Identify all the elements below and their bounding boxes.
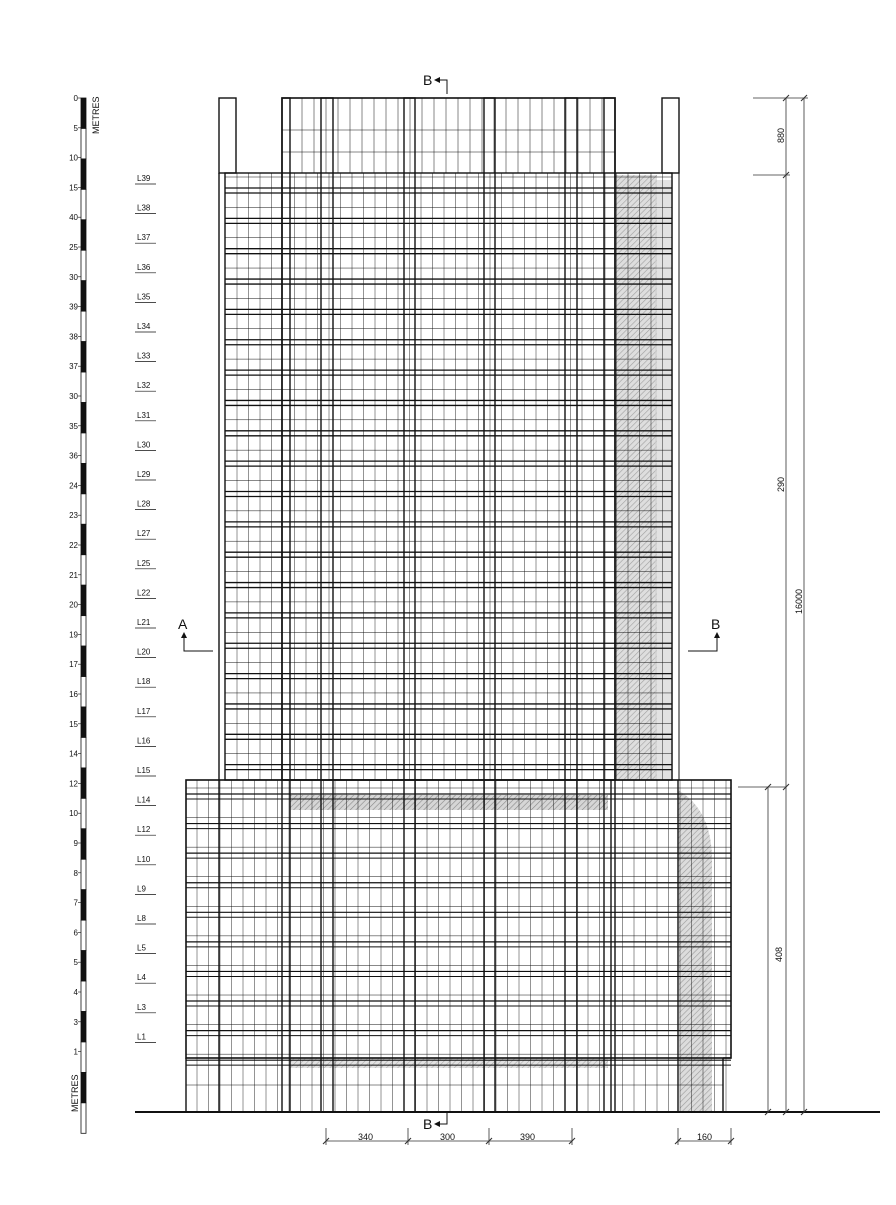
dim-crown-height: 880 <box>776 127 786 143</box>
level-label: L34 <box>137 322 151 331</box>
scale-tick-label: 12 <box>69 779 78 789</box>
level-label: L35 <box>137 292 151 302</box>
level-label: L30 <box>137 440 151 450</box>
scale-tick-label: 4 <box>73 988 78 997</box>
level-label: L31 <box>137 410 151 420</box>
level-label: L38 <box>137 203 151 213</box>
scale-tick-label: 5 <box>73 958 78 968</box>
level-label: L25 <box>137 558 151 568</box>
level-label: L21 <box>137 618 151 627</box>
level-label: L39 <box>137 174 151 183</box>
level-label: L14 <box>137 795 151 805</box>
scale-tick-label: 37 <box>69 362 78 372</box>
scale-segment <box>81 128 86 158</box>
scale-segment <box>81 829 86 859</box>
scale-tick-label: 10 <box>69 809 78 819</box>
scale-segment <box>81 372 86 402</box>
scale-segment <box>81 220 86 250</box>
scale-segment <box>81 1012 86 1042</box>
hatched-podium-corner <box>678 790 712 1112</box>
pilaster <box>484 98 495 1112</box>
scale-segment <box>81 250 86 280</box>
scale-tick-label: 15 <box>69 719 78 729</box>
scale-segment <box>81 1072 86 1102</box>
scale-segment <box>81 798 86 828</box>
scale-tick-label: 8 <box>73 868 78 878</box>
scale-tick-label: 35 <box>69 421 78 431</box>
scale-tick-label: 25 <box>69 243 78 252</box>
scale-tick-label: 23 <box>69 511 78 521</box>
scale-tick-label: 21 <box>69 570 78 580</box>
scale-tick-label: 15 <box>69 183 78 193</box>
scale-segment <box>81 677 86 707</box>
hatched-band-l14 <box>290 795 608 810</box>
hatched-ground-canopy <box>290 1058 608 1068</box>
dim-bay-3: 390 <box>520 1132 536 1142</box>
level-label: L16 <box>137 736 151 746</box>
level-label: L20 <box>137 647 151 657</box>
scale-segment <box>81 737 86 767</box>
level-labels <box>135 174 156 1042</box>
scale-tick-label: 7 <box>73 898 78 908</box>
scale-tick-label: 40 <box>69 213 78 223</box>
level-label: L18 <box>137 677 151 687</box>
scale-tick-label: 0 <box>73 94 78 103</box>
scale-tick-label: 19 <box>69 630 78 640</box>
scale-segment <box>81 494 86 524</box>
scale-tick-label: 14 <box>69 749 78 759</box>
arrow-left-icon <box>434 1121 440 1127</box>
dim-podium-height: 408 <box>774 946 784 962</box>
pilaster <box>321 98 333 1112</box>
scale-unit-label-top: METRES <box>91 96 101 134</box>
level-label: L22 <box>137 588 151 598</box>
scale-segment <box>81 1103 86 1133</box>
scale-segment <box>81 920 86 950</box>
arrow-left-icon <box>434 77 440 83</box>
scale-tick-label: 6 <box>73 928 78 938</box>
scale-tick-label: 16 <box>69 690 78 699</box>
level-label: L4 <box>137 973 146 983</box>
scale-tick-label: 5 <box>73 123 78 133</box>
scale-segment <box>81 189 86 219</box>
level-label: L3 <box>137 1002 146 1012</box>
scale-tick-label: 3 <box>73 1017 78 1027</box>
scale-tick-label: 20 <box>69 600 78 610</box>
scale-segment <box>81 646 86 676</box>
shadow-side-wing <box>655 180 673 780</box>
roof-fin-left <box>219 98 236 173</box>
scale-segment <box>81 1042 86 1072</box>
level-label: L27 <box>137 529 151 539</box>
pilaster <box>565 98 577 1112</box>
level-label: L1 <box>137 1032 146 1042</box>
scale-segment <box>81 585 86 615</box>
scale-segment <box>81 555 86 585</box>
scale-segment <box>81 524 86 554</box>
scale-tick-label: 24 <box>69 481 78 491</box>
scale-segment <box>81 890 86 920</box>
scale-segment <box>81 342 86 372</box>
section-line-right <box>688 637 717 651</box>
scale-segment <box>81 311 86 341</box>
scale-tick-label: 22 <box>69 541 78 550</box>
level-label: L29 <box>137 470 151 479</box>
level-label: L15 <box>137 766 151 775</box>
level-label: L17 <box>137 706 151 716</box>
section-marker-bottom-label: B <box>423 1116 433 1132</box>
arrow-up-icon <box>714 632 720 638</box>
dim-bay-4: 160 <box>697 1132 713 1142</box>
dim-overall-height: 16000 <box>794 588 804 614</box>
podium-body <box>186 780 731 1058</box>
level-label: L12 <box>137 825 151 835</box>
level-label: L8 <box>137 914 146 923</box>
level-label: L28 <box>137 499 151 509</box>
section-marker-right-label: B <box>711 616 721 632</box>
level-label: L10 <box>137 854 151 864</box>
roof-fin-right <box>662 98 679 173</box>
section-line-left <box>184 637 213 651</box>
section-marker-top-label: B <box>423 72 433 88</box>
level-label: L32 <box>137 381 151 391</box>
pilaster <box>604 98 615 1112</box>
scale-tick-label: 39 <box>69 302 78 312</box>
level-label: L5 <box>137 943 146 953</box>
scale-segment <box>81 433 86 463</box>
hatched-side-wing <box>615 175 657 780</box>
scale-segment <box>81 281 86 311</box>
scale-segment <box>81 98 86 128</box>
dim-bay-2: 300 <box>440 1132 456 1142</box>
scale-bar <box>69 94 86 1133</box>
scale-tick-label: 36 <box>69 451 78 461</box>
scale-segment <box>81 403 86 433</box>
scale-segment <box>81 159 86 189</box>
dim-bay-1: 340 <box>358 1132 374 1142</box>
scale-segment <box>81 707 86 737</box>
section-marker-left-label: A <box>178 616 188 632</box>
scale-tick-label: 1 <box>73 1047 78 1057</box>
level-label: L37 <box>137 233 151 243</box>
scale-segment <box>81 951 86 981</box>
dim-tower-height: 290 <box>776 476 786 492</box>
arrow-up-icon <box>181 632 187 638</box>
scale-segment <box>81 859 86 889</box>
level-label: L9 <box>137 884 146 894</box>
level-label: L33 <box>137 351 151 361</box>
scale-tick-label: 9 <box>73 839 78 848</box>
level-label: L36 <box>137 262 151 272</box>
scale-tick-label: 30 <box>69 392 78 401</box>
scale-segment <box>81 616 86 646</box>
scale-segment <box>81 463 86 493</box>
scale-segment <box>81 981 86 1011</box>
scale-unit-label-bottom: METRES <box>70 1074 80 1112</box>
scale-segment <box>81 768 86 798</box>
scale-tick-label: 10 <box>69 153 78 163</box>
scale-tick-label: 30 <box>69 272 78 282</box>
scale-tick-label: 17 <box>69 660 78 670</box>
scale-tick-label: 38 <box>69 332 78 342</box>
